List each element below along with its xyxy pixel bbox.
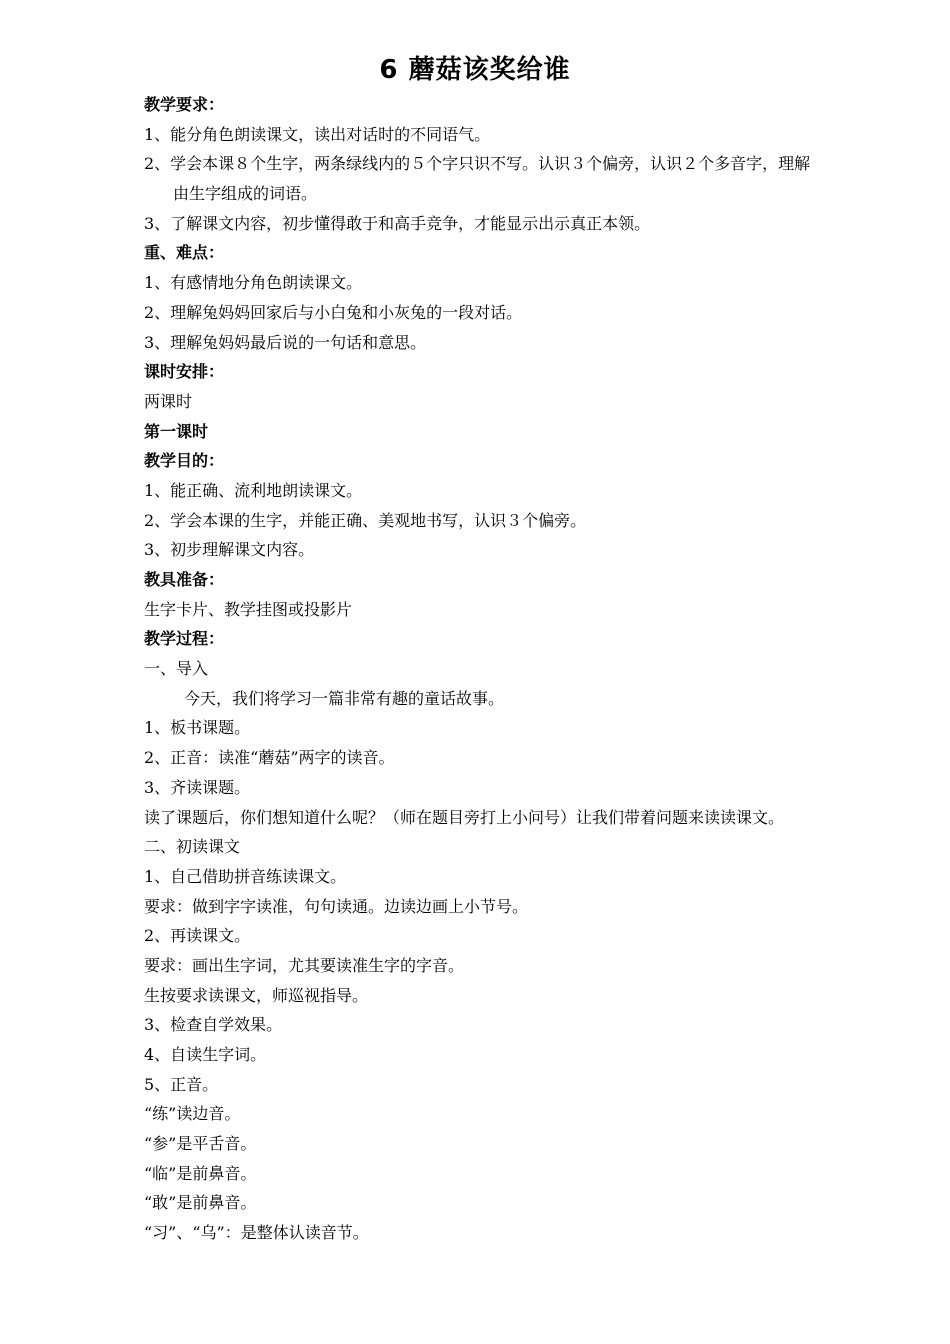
paragraph: 1、有感情地分角色朗读课文。 xyxy=(144,273,363,293)
paragraph: 生按要求读课文，师巡视指导。 xyxy=(144,985,369,1005)
paragraph: “敢”是前鼻音。 xyxy=(144,1193,257,1213)
paragraph: 2、学会本课的生字，并能正确、美观地书写，认识３个偏旁。 xyxy=(144,510,587,530)
paragraph: “临”是前鼻音。 xyxy=(144,1163,257,1183)
paragraph: 3、检查自学效果。 xyxy=(144,1015,283,1035)
page-title: 6 蘑菇该奖给谁 xyxy=(379,55,571,85)
section-heading: 教学过程： xyxy=(144,629,225,649)
paragraph: “习”、“乌”：是整体认读音节。 xyxy=(144,1223,369,1243)
paragraph: “参”是平舌音。 xyxy=(144,1134,257,1154)
paragraph: 一、导入 xyxy=(144,659,209,679)
paragraph: 1、能正确、流利地朗读课文。 xyxy=(144,480,363,500)
section-heading: 第一课时 xyxy=(144,421,209,441)
paragraph: 二、初读课文 xyxy=(144,837,241,857)
section-heading: 课时安排： xyxy=(144,362,225,382)
paragraph: “练”读边音。 xyxy=(144,1104,241,1124)
document-body xyxy=(144,90,814,1248)
section-heading: 教学目的： xyxy=(144,451,225,471)
paragraph: 2、理解兔妈妈回家后与小白兔和小灰兔的一段对话。 xyxy=(144,302,523,322)
paragraph: 要求：画出生字词，尤其要读准生字的字音。 xyxy=(144,955,465,975)
paragraph: 读了课题后，你们想知道什么呢？（师在题目旁打上小问号）让我们带着问题来读读课文。 xyxy=(144,807,785,827)
paragraph: 5、正音。 xyxy=(144,1074,219,1094)
section-heading: 教具准备： xyxy=(144,570,225,590)
paragraph: 今天，我们将学习一篇非常有趣的童话故事。 xyxy=(184,688,505,708)
paragraph: 2、正音：读准“蘑菇”两字的读音。 xyxy=(144,748,395,768)
paragraph: 3、理解兔妈妈最后说的一句话和意思。 xyxy=(144,332,427,352)
paragraph: 2、学会本课８个生字，两条绿线内的５个字只识不写。认识３个偏旁，认识２个多音字，理解由生字组成的词语。 xyxy=(144,154,811,204)
section-heading: 教学要求： xyxy=(144,95,225,114)
paragraph: 要求：做到字字读准，句句读通。边读边画上小节号。 xyxy=(144,896,529,916)
paragraph: 3、初步理解课文内容。 xyxy=(144,540,315,560)
paragraph: 2、再读课文。 xyxy=(144,926,251,946)
paragraph: 4、自读生字词。 xyxy=(144,1045,267,1065)
paragraph: 生字卡片、教学挂图或投影片 xyxy=(144,599,353,619)
paragraph: 1、能分角色朗读课文，读出对话时的不同语气。 xyxy=(144,124,491,144)
paragraph: 1、板书课题。 xyxy=(144,718,251,738)
paragraph: 3、了解课文内容，初步懂得敢于和高手竞争，才能显示出示真正本领。 xyxy=(144,213,651,233)
paragraph: 1、自己借助拼音练读课文。 xyxy=(144,866,347,886)
section-heading: 重、难点： xyxy=(144,243,225,263)
paragraph: 3、齐读课题。 xyxy=(144,777,251,797)
paragraph: 两课时 xyxy=(144,391,193,411)
